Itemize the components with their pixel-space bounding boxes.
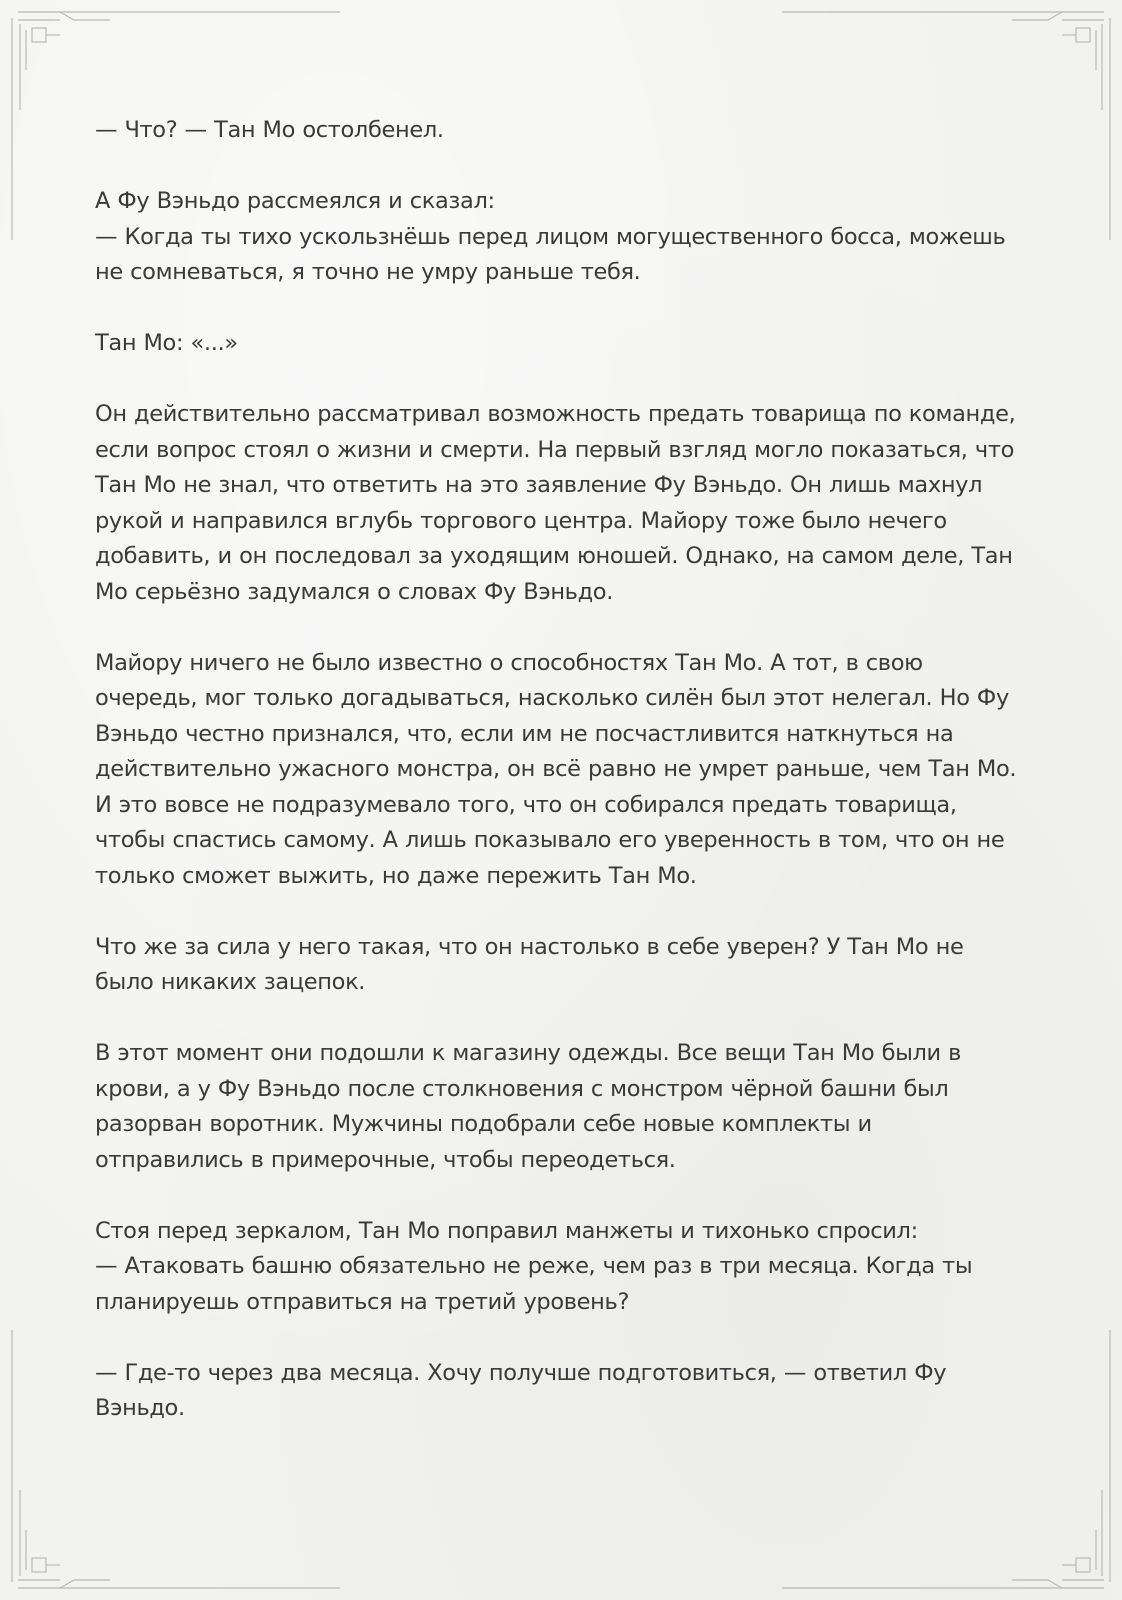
paragraph: Тан Мо: «...» (95, 330, 238, 356)
paragraph: — Что? — Тан Мо остолбенел. (95, 117, 444, 143)
paragraph: — Где-то через два месяца. Хочу получше подготовиться, — ответил Фу Вэньдо. (95, 1359, 947, 1421)
paragraph: А Фу Вэньдо рассмеялся и сказал: — Когда ты тихо ускользнёшь перед лицом могущественного босса, можешь не сомневаться, я точно не умру раньше тебя. (95, 188, 1006, 285)
paragraph: В этот момент они подошли к магазину одежды. Все вещи Тан Мо были в крови, а у Фу Вэньдо после столкновения с монстром чёрной башни был разорван воротник. Мужчины подобрали себе новые комплекты и отправились в примерочные, чтобы переодеться. (95, 1040, 962, 1173)
paragraph: Майору ничего не было известно о способностях Тан Мо. А тот, в свою очередь, мог только догадываться, насколько силён был этот нелегал. Но Фу Вэньдо честно признался, что, если им не посчастливится наткнуться на действительно ужасного монстра, он всё равно не умрет раньше, чем Тан Мо. И это вовсе не подразумевало того, что он собирался предать товарища, чтобы спастись самому. А лишь показывало его уверенность в том, что он не только сможет выжить, но даже пережить Тан Мо. (95, 649, 1017, 889)
document-body (95, 113, 1025, 1462)
paragraph: Что же за сила у него такая, что он настолько в себе уверен? У Тан Мо не было никаких зацепок. (95, 933, 964, 995)
paragraph: Он действительно рассматривал возможность предать товарища по команде, если вопрос стоял о жизни и смерти. На первый взгляд могло показаться, что Тан Мо не знал, что ответить на это заявление Фу Вэньдо. Он лишь махнул рукой и направился вглубь торгового центра. Майору тоже было нечего добавить, и он последовал за уходящим юношей. Однако, на самом деле, Тан Мо серьёзно задумался о словах Фу Вэньдо. (95, 401, 1016, 605)
paragraph: Стоя перед зеркалом, Тан Мо поправил манжеты и тихонько спросил: — Атаковать башню обязательно не реже, чем раз в три месяца. Когда ты планируешь отправиться на третий уровень? (95, 1217, 973, 1315)
